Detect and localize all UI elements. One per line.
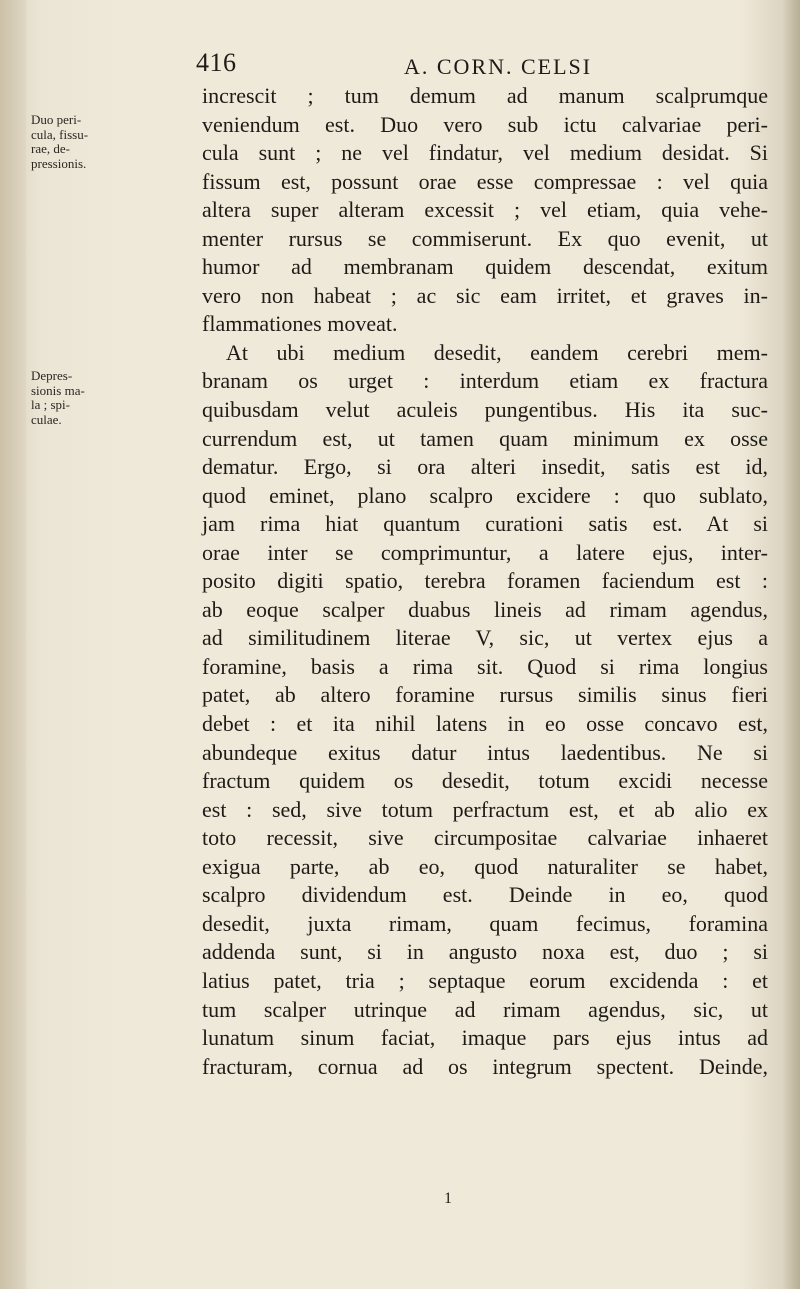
sidenote-line: sionis ma- [31, 382, 85, 398]
body-line: debet : et ita nihil latens in eo osse concavo est, [202, 711, 768, 737]
body-line: veniendum est. Duo vero sub ictu calvariae peri- [202, 111, 768, 137]
body-line: increscit ; tum demum ad manum scalprumque [202, 83, 768, 108]
sidenote-line: Depres- [31, 368, 73, 383]
sidenote-line: Duo peri- [31, 112, 82, 127]
body-line: ab eoque scalper duabus lineis ad rimam agendus, [202, 596, 768, 622]
body-line: scalpro dividendum est. Deinde in eo, quod [202, 882, 768, 908]
signature-mark: 1 [444, 1190, 452, 1207]
paragraph-start-line: At ubi medium desedit, eandem cerebri mem- [226, 339, 768, 365]
page-edge-shadow [782, 0, 800, 1289]
body-line: flammationes moveat. [202, 311, 398, 337]
body-line: est : sed, sive totum perfractum est, et ab alio ex [202, 796, 768, 822]
sidenote-line: pressionis. [31, 155, 87, 171]
body-line: desedit, juxta rimam, quam fecimus, foramina [202, 910, 768, 936]
sidenote-depressionis-mala [31, 369, 111, 427]
body-line: menter rursus se commiserunt. Ex quo evenit, ut [202, 225, 768, 251]
body-line: dematur. Ergo, si ora alteri insedit, satis est id, [202, 454, 768, 480]
sidenote-line: cula, fissu- [31, 126, 89, 142]
body-line: patet, ab altero foramine rursus similis sinus fieri [202, 682, 768, 708]
body-line: fissum est, possunt orae esse compressae : vel quia [202, 168, 768, 194]
body-line: exigua parte, ab eo, quod naturaliter se habet, [202, 853, 768, 879]
sidenote-line: la ; spi- [31, 397, 70, 412]
body-line: quod eminet, plano scalpro excidere : quo sublato, [202, 482, 768, 508]
body-line: fracturam, cornua ad os integrum spectent. Deinde, [202, 1053, 768, 1079]
body-line: addenda sunt, si in angusto noxa est, duo ; si [202, 939, 768, 965]
body-line: humor ad membranam quidem descendat, exitum [202, 254, 768, 280]
body-line: fractum quidem os desedit, totum excidi necesse [202, 768, 768, 794]
page-number: 416 [196, 48, 237, 77]
body-line: jam rima hiat quantum curationi satis est. At si [202, 511, 768, 537]
body-text [202, 82, 768, 1081]
body-line: posito digiti spatio, terebra foramen faciendum est : [202, 568, 768, 594]
body-line: vero non habeat ; ac sic eam irritet, et graves in- [202, 282, 768, 308]
sidenote-line: culae. [31, 411, 62, 427]
sidenote-duo-pericula [31, 113, 111, 171]
body-line: tum scalper utrinque ad rimam agendus, sic, ut [202, 996, 768, 1022]
body-line: latius patet, tria ; septaque eorum excidenda : et [202, 967, 768, 993]
body-line: orae inter se comprimuntur, a latere ejus, inter- [202, 539, 768, 565]
body-line: branam os urget : interdum etiam ex fractura [202, 368, 768, 394]
body-line: abundeque exitus datur intus laedentibus. Ne si [202, 739, 768, 765]
page-gutter-shadow [0, 0, 26, 1289]
body-line: foramine, basis a rima sit. Quod si rima longius [202, 653, 768, 679]
body-line: toto recessit, sive circumpositae calvariae inhaeret [202, 825, 768, 851]
running-head: A. CORN. CELSI [404, 54, 593, 79]
body-line: lunatum sinum faciat, imaque pars ejus intus ad [202, 1025, 768, 1051]
body-line: altera super alteram excessit ; vel etiam, quia vehe- [202, 197, 768, 223]
body-line: cula sunt ; ne vel findatur, vel medium desidat. Si [202, 140, 768, 166]
sidenote-line: rae, de- [31, 141, 70, 156]
body-line: quibusdam velut aculeis pungentibus. His ita suc- [202, 397, 768, 423]
body-line: ad similitudinem literae V, sic, ut vertex ejus a [202, 625, 768, 651]
body-line: currendum est, ut tamen quam minimum ex osse [202, 425, 768, 451]
